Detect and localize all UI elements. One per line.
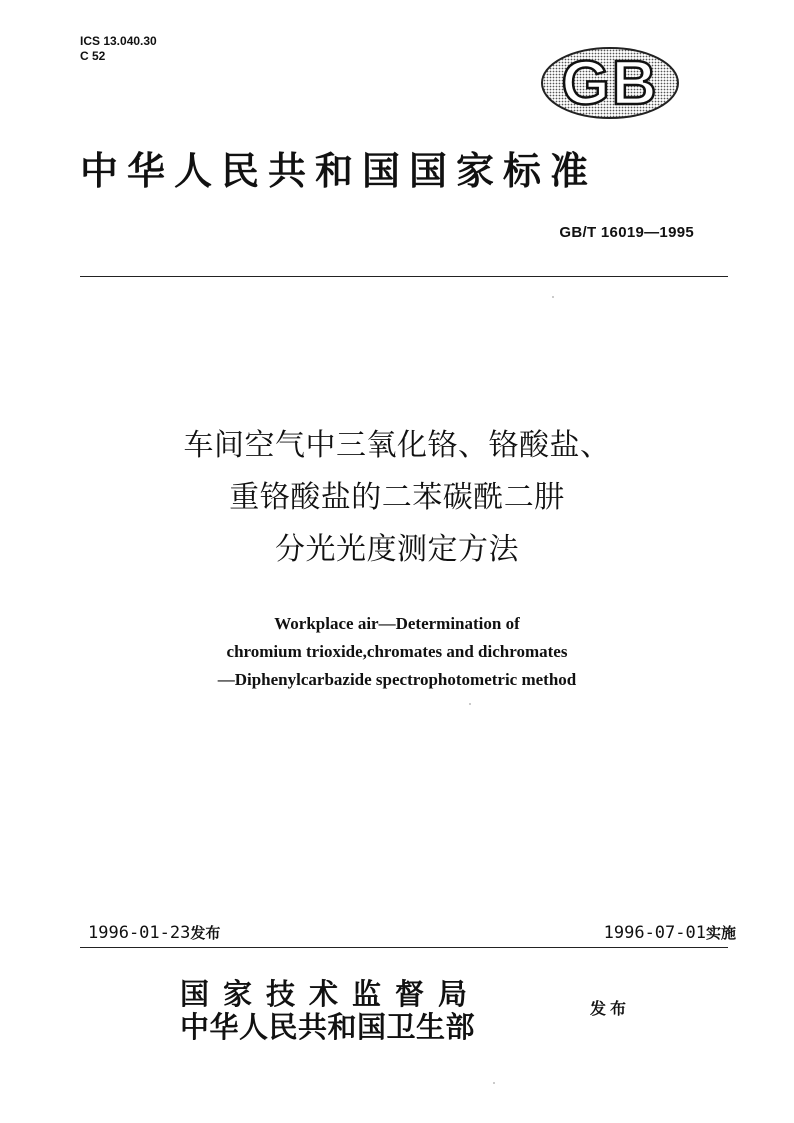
english-title-line-1: Workplace air—Determination of (274, 614, 520, 633)
implement-date: 1996-07-01 (603, 923, 706, 943)
classification-block (80, 34, 157, 64)
footer-divider (80, 947, 728, 948)
scan-speck (469, 703, 471, 705)
implement-label: 实施 (705, 924, 736, 942)
publish-date-block (88, 922, 220, 943)
scan-speck (552, 296, 554, 298)
issuer-ministry-of-health: 中华人民共和国卫生部 (180, 1010, 476, 1044)
english-title-line-3: —Diphenylcarbazide spectrophotometric method (217, 670, 577, 689)
issue-label: 发布 (590, 999, 631, 1018)
english-title-line-2: chromium trioxide,chromates and dichromates (226, 642, 568, 661)
scan-speck (493, 1082, 495, 1084)
ics-code: ICS 13.040.30 (80, 34, 157, 48)
publish-date: 1996-01-23 (88, 923, 191, 943)
chinese-title (80, 420, 714, 576)
gb-logo-text: GB (561, 49, 659, 118)
header-divider (80, 276, 728, 277)
english-title (80, 610, 714, 694)
chinese-title-line-1: 车间空气中三氧化铬、铬酸盐、 (183, 428, 611, 463)
gb-logo (540, 46, 680, 120)
chinese-title-line-3: 分光光度测定方法 (275, 532, 519, 567)
issuer-technical-supervision: 国家技术监督局 (180, 977, 482, 1011)
standard-code: GB/T 16019—1995 (559, 224, 694, 241)
national-standard-title: 中华人民共和国国家标准 (80, 148, 598, 193)
chinese-title-line-2: 重铬酸盐的二苯碳酰二肼 (229, 480, 565, 515)
publish-label: 发布 (190, 924, 221, 942)
issuing-authorities (180, 978, 481, 1044)
ccs-code: C 52 (80, 49, 106, 63)
implement-date-block (604, 922, 736, 943)
